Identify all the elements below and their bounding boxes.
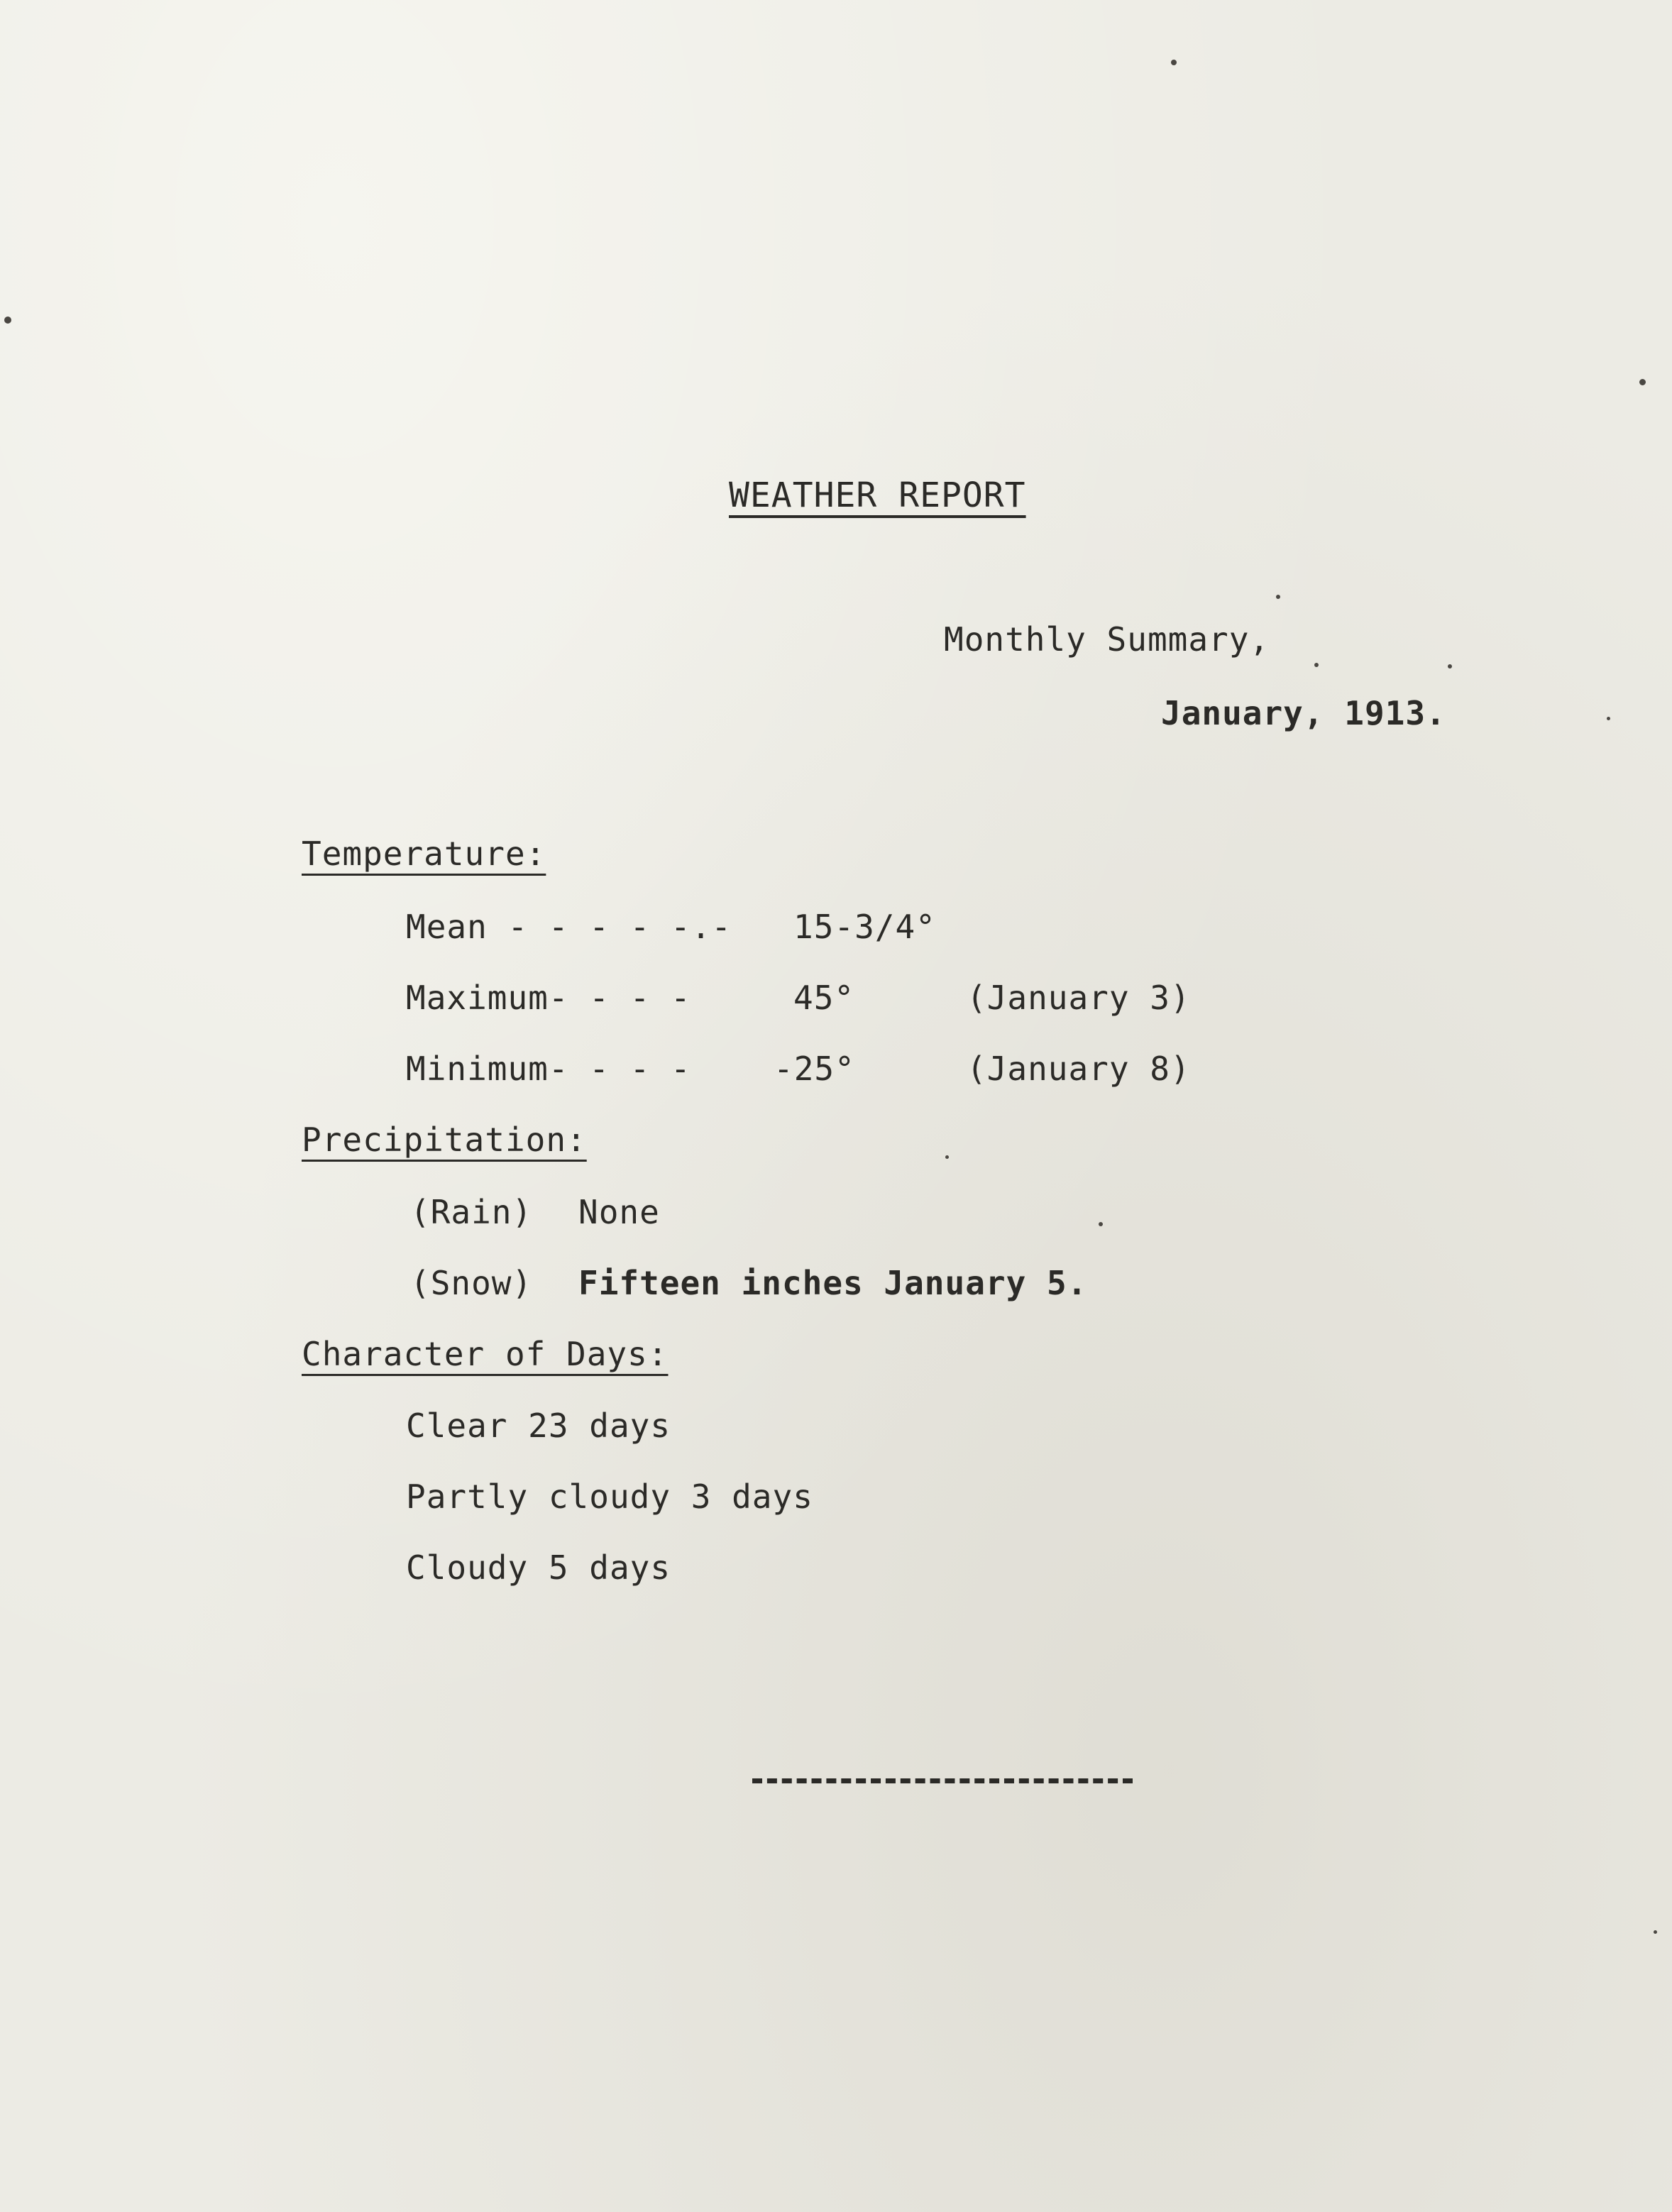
paper-speck: [1639, 379, 1646, 385]
paper-speck: [4, 317, 11, 324]
summary-label: Monthly Summary,: [944, 620, 1270, 659]
character-heading: Character of Days:: [302, 1335, 669, 1373]
paper-speck: [1276, 595, 1280, 599]
temperature-max-value: 45°: [793, 979, 855, 1017]
temperature-min-label: Minimum- - - -: [406, 1050, 691, 1088]
paper-speck: [1654, 1930, 1657, 1934]
precipitation-snow-label: (Snow): [410, 1264, 533, 1302]
paper-speck: [1171, 60, 1177, 65]
precipitation-rain-value: None: [578, 1193, 660, 1231]
paper-speck: [1607, 717, 1610, 720]
precipitation-rain-label: (Rain): [410, 1193, 533, 1231]
report-date: January, 1913.: [1161, 694, 1446, 732]
temperature-mean-label: Mean - - - - -.-: [406, 908, 732, 946]
precipitation-heading: Precipitation:: [302, 1121, 587, 1159]
paper-speck: [945, 1155, 949, 1159]
temperature-min-value: -25°: [774, 1050, 855, 1088]
temperature-heading: Temperature:: [302, 835, 546, 873]
temperature-min-date: (January 8): [967, 1050, 1191, 1088]
closing-divider: [752, 1778, 1133, 1783]
character-clear: Clear 23 days: [406, 1407, 671, 1445]
paper-speck: [1099, 1222, 1103, 1226]
temperature-max-date: (January 3): [967, 979, 1191, 1017]
character-cloudy: Cloudy 5 days: [406, 1548, 671, 1587]
temperature-mean-value: 15-3/4°: [793, 908, 936, 946]
document-title: WEATHER REPORT: [729, 475, 1026, 515]
precipitation-snow-value: Fifteen inches January 5.: [578, 1264, 1088, 1302]
paper-speck: [1448, 664, 1452, 668]
paper-speck: [1314, 663, 1319, 667]
temperature-max-label: Maximum- - - -: [406, 979, 691, 1017]
character-partly-cloudy: Partly cloudy 3 days: [406, 1478, 813, 1516]
